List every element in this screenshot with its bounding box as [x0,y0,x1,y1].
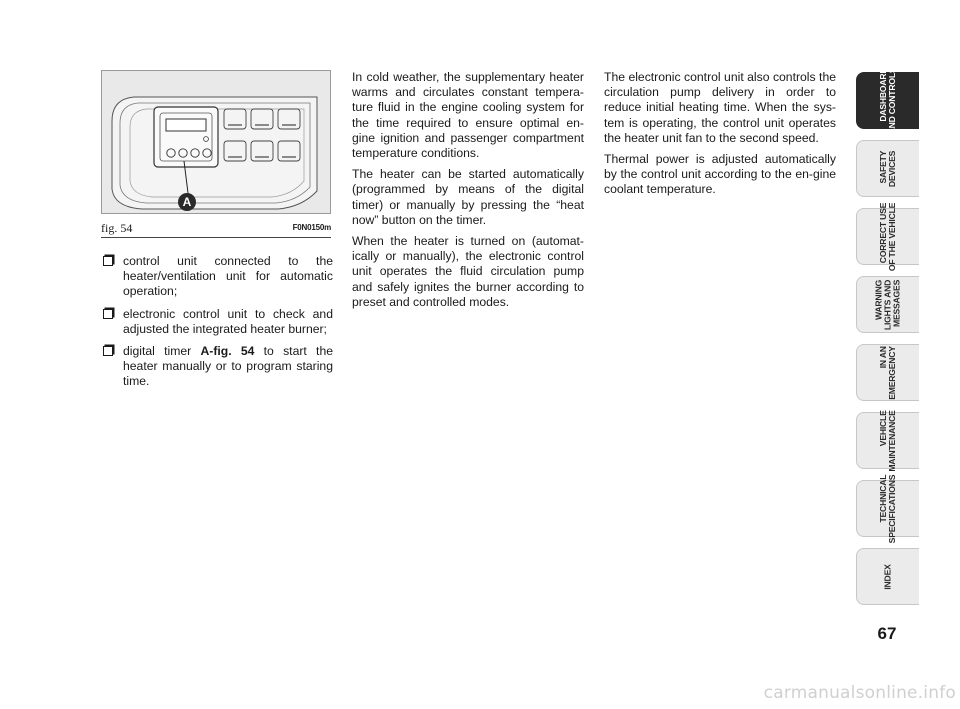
paragraph: When the heater is turned on (automat-ically or manually), the electronic control unit operates the fluid circulation pump and safely ignites the burner according to preset and controlled modes. [352,234,584,309]
figure-caption [101,220,331,236]
tab-vehicle-maintenance[interactable] [856,409,919,472]
list-item [101,344,333,390]
heater-timer-panel-drawing [102,71,331,214]
tab-correct-use-of-the-vehicle[interactable] [856,202,919,271]
tab-dashboard-and-controls[interactable] [856,67,919,134]
column-3 [604,70,836,204]
column-1 [101,254,333,397]
paragraph: Thermal power is adjusted automatically by the control unit according to the en-gine coolant temperature. [604,152,836,197]
figure-illustration [101,70,331,214]
tab-label: CORRECT USE OF THE VEHICLE [878,202,897,271]
tab-safety-devices[interactable] [856,140,919,197]
list-item-text-after: to start the heater manually or to program staring time. [123,344,333,389]
column-2 [352,70,584,316]
component-list [101,254,333,390]
callout-a-badge [178,193,196,211]
figure-label: fig. 54 [101,221,133,235]
figure-reference: A-fig. 54 [200,344,255,359]
tab-label: SAFETY DEVICES [878,150,897,187]
caption-divider [101,237,331,238]
callout-a-label: A [182,195,192,209]
tab-label: IN AN EMERGENCY [878,345,897,400]
checkbox-bullet-icon [103,346,113,356]
list-item-text: control unit connected to the heater/ventilation unit for automatic operation; [123,254,333,299]
watermark: carmanualsonline.info [763,683,956,703]
tab-technical-specifications[interactable] [856,474,919,543]
figure-code: F0N0150m [292,223,331,232]
paragraph: The heater can be started automatically (programmed by means of the digital timer) or manually by pressing the “heat now” button on the timer. [352,167,584,227]
list-item-text: electronic control unit to check and adjusted the integrated heater burner; [123,306,333,336]
tab-in-an-emergency[interactable] [856,344,919,401]
paragraph: The electronic control unit also controls the circulation pump delivery in order to reduce initial heating time. When the sys-tem is operating, the control unit operates the heater unit fan to the second speed. [604,70,836,145]
tab-index[interactable] [856,548,919,605]
list-item-text-before: digital timer [123,344,201,359]
checkbox-bullet-icon [103,256,113,266]
tab-warning-lights-and-messages[interactable] [856,276,919,333]
tab-label: DASHBOARD AND CONTROLS [878,67,897,134]
tab-label: INDEX [882,563,893,590]
tab-label: WARNING LIGHTS AND MESSAGES [873,279,902,330]
tab-label: TECHNICAL SPECIFICATIONS [878,474,897,543]
page-number: 67 [877,624,897,643]
checkbox-bullet-icon [103,309,113,319]
paragraph: In cold weather, the supplementary heater warms and circulates constant tempera-ture fluid in the engine cooling system for the time required to ensure optimal en-gine ignition and passenger compartment temperature conditions. [352,70,584,161]
tab-label: VEHICLE MAINTENANCE [878,409,897,472]
list-item [101,307,333,337]
list-item [101,254,333,300]
